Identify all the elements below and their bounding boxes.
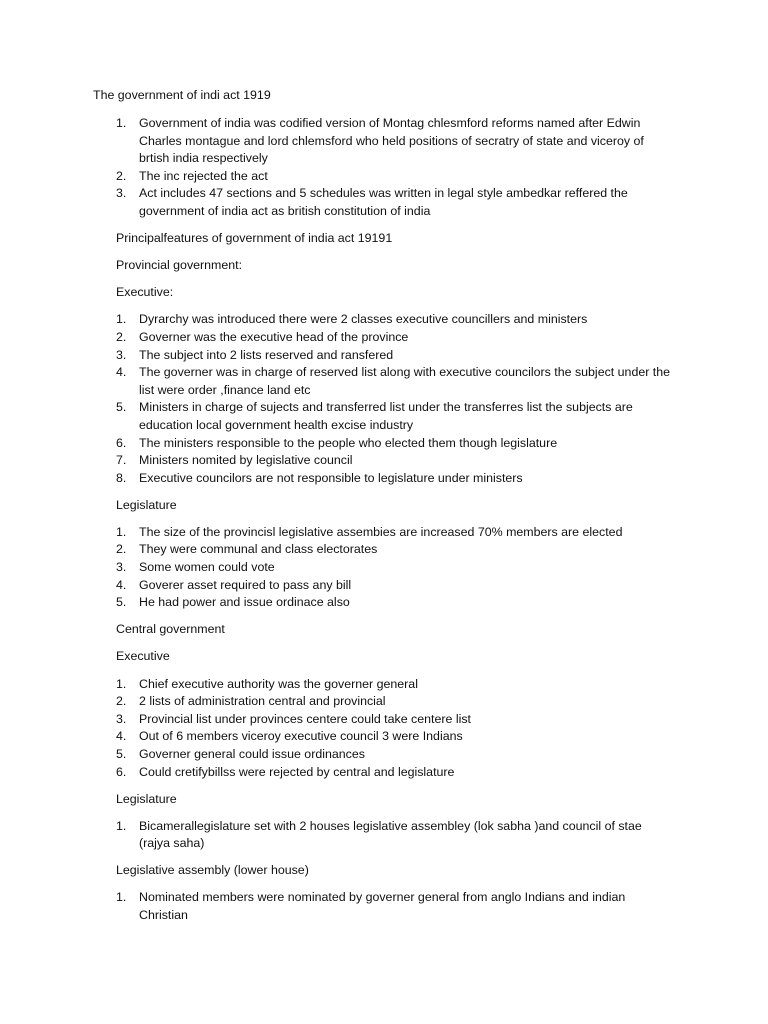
list-item-text: The governer was in charge of reserved list along with executive councilors the subject under the list were order ,finance land etc — [139, 365, 671, 397]
list-item-text: Government of india was codified version of Montag chlesmford reforms named after Edwin Charles montague and lord chlemsford who held positions of secratry of state and viceroy of brtish india respectively — [139, 116, 644, 166]
list-item-text: Ministers in charge of sujects and transferred list under the transferres list the subjects are education local government health excise industry — [139, 400, 633, 432]
list-item-number: 1. — [116, 676, 127, 691]
list-item-number: 5. — [116, 400, 127, 415]
list-item — [116, 889, 676, 924]
intro-list — [116, 115, 676, 221]
list-item — [116, 347, 676, 365]
provincial-executive-heading: Executive: — [116, 285, 174, 300]
list-item-text: The size of the provincisl legislative assembies are increased 70% members are elected — [139, 524, 623, 539]
list-item-number: 4. — [116, 729, 127, 744]
list-item-number: 3. — [116, 711, 127, 726]
list-item-number: 1. — [116, 818, 127, 833]
list-item-number: 2. — [116, 694, 127, 709]
list-item-text: The ministers responsible to the people who elected them though legislature — [139, 435, 558, 450]
list-item — [116, 676, 676, 694]
list-item-number: 8. — [116, 470, 127, 485]
list-item-text: He had power and issue ordinace also — [139, 595, 350, 610]
list-item-text: The inc rejected the act — [139, 168, 268, 183]
list-item — [116, 168, 676, 186]
list-item — [116, 728, 676, 746]
list-item-number: 5. — [116, 595, 127, 610]
central-legislature-heading: Legislature — [116, 791, 177, 806]
document-title: The government of indi act 1919 — [93, 88, 271, 102]
central-legislature-list — [116, 818, 676, 853]
list-item-number: 2. — [116, 168, 127, 183]
list-item — [116, 711, 676, 729]
list-item — [116, 435, 676, 453]
list-item-number: 1. — [116, 524, 127, 539]
list-item — [116, 559, 676, 577]
list-item-number: 3. — [116, 347, 127, 362]
list-item-text: The subject into 2 lists reserved and ransfered — [139, 347, 394, 362]
list-item — [116, 764, 676, 782]
list-item-number: 6. — [116, 435, 127, 450]
list-item-number: 2. — [116, 329, 127, 344]
list-item — [116, 577, 676, 595]
list-item-number: 4. — [116, 365, 127, 380]
list-item-number: 4. — [116, 577, 127, 592]
list-item-number: 1. — [116, 890, 127, 905]
list-item — [116, 329, 676, 347]
list-item-number: 3. — [116, 186, 127, 201]
list-item — [116, 115, 676, 168]
provincial-legislature-heading: Legislature — [116, 497, 177, 512]
list-item — [116, 524, 676, 542]
list-item-text: Provincial list under provinces centere could take centere list — [139, 711, 471, 726]
document-body — [116, 115, 676, 925]
central-government-heading: Central government — [116, 622, 225, 637]
central-executive-heading: Executive — [116, 649, 170, 664]
list-item — [116, 452, 676, 470]
list-item-text: Ministers nomited by legislative council — [139, 453, 353, 468]
list-item — [116, 818, 676, 853]
list-item-number: 1. — [116, 312, 127, 327]
list-item-text: Dyrarchy was introduced there were 2 classes executive councillers and ministers — [139, 312, 588, 327]
list-item — [116, 311, 676, 329]
list-item — [116, 470, 676, 488]
list-item-text: Could cretifybillss were rejected by central and legislature — [139, 764, 455, 779]
list-item — [116, 541, 676, 559]
list-item — [116, 185, 676, 220]
list-item-text: Chief executive authority was the governer general — [139, 676, 418, 691]
list-item-number: 3. — [116, 560, 127, 575]
list-item — [116, 594, 676, 612]
list-item-text: Governer general could issue ordinances — [139, 746, 365, 761]
list-item-text: Bicamerallegislature set with 2 houses legislative assembley (lok sabha )and council of stae (rajya saha) — [139, 818, 642, 851]
list-item-text: Out of 6 members viceroy executive council 3 were Indians — [139, 729, 463, 744]
list-item-text: Executive councilors are not responsible to legislature under ministers — [139, 470, 523, 485]
list-item-text: Nominated members were nominated by governer general from anglo Indians and indian Christian — [139, 890, 626, 923]
legislative-assembly-heading: Legislative assembly (lower house) — [116, 863, 309, 878]
list-item-number: 2. — [116, 542, 127, 557]
provincial-government-heading: Provincial government: — [116, 258, 243, 273]
list-item — [116, 364, 676, 399]
list-item-text: Goverer asset required to pass any bill — [139, 577, 352, 592]
list-item-number: 1. — [116, 116, 127, 130]
central-executive-list — [116, 676, 676, 782]
list-item-text: They were communal and class electorates — [139, 542, 378, 557]
list-item — [116, 693, 676, 711]
list-item-number: 7. — [116, 453, 127, 468]
list-item-text: Governer was the executive head of the province — [139, 329, 409, 344]
list-item-text: Some women could vote — [139, 560, 275, 575]
list-item — [116, 399, 676, 434]
list-item-text: Act includes 47 sections and 5 schedules was written in legal style ambedkar reffered the government of india act as british constitution of india — [139, 186, 628, 218]
list-item-text: 2 lists of administration central and provincial — [139, 694, 386, 709]
principal-features-heading: Principalfeatures of government of india act 19191 — [116, 231, 393, 246]
list-item-number: 5. — [116, 746, 127, 761]
provincial-legislature-list — [116, 524, 676, 612]
list-item — [116, 746, 676, 764]
legislative-assembly-list — [116, 889, 676, 924]
list-item-number: 6. — [116, 764, 127, 779]
provincial-executive-list — [116, 311, 676, 487]
